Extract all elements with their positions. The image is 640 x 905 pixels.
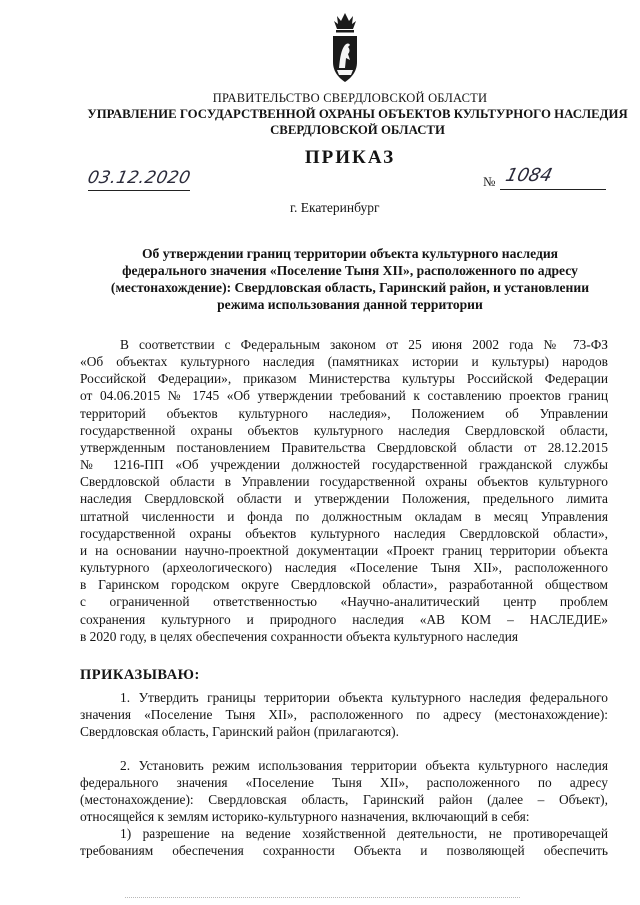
preamble-line: в Гаринском городском округе Свердловской области», разработанной обществом [80, 577, 608, 593]
scan-edge-line [125, 897, 520, 898]
heading-line: режима использования данной территории [217, 297, 483, 312]
order-heading [85, 245, 615, 313]
handwritten-number: 1084 [503, 165, 555, 186]
preamble-line: с ограниченной ответственностью «Научно-аналитический центр проблем [80, 594, 608, 610]
preamble-line: и на основании научно-проектной документации «Проект границ территории объекта [80, 542, 608, 558]
item-line: значения «Поселение Тыня XII», расположенного по адресу (местонахождение): [80, 707, 608, 723]
preamble-line: В соответствии с Федеральным законом от 25 июня 2002 года № 73-ФЗ [120, 337, 608, 352]
preamble-line: наследия Свердловской области и утверждении Положения, предельного лимита [80, 491, 608, 507]
preamble-line: Свердловской области в Управлении государственной охраны объектов культурного [80, 474, 608, 490]
item-line: относящейся к землям историко-культурного назначения, включающий в себя: [80, 809, 530, 825]
item-line: Свердловская область, Гаринский район (прилагаются). [80, 724, 399, 740]
item-line: федерального значения «Поселение Тыня XII», расположенного по адресу [80, 775, 608, 791]
heading-line: федерального значения «Поселение Тыня XII», расположенного по адресу [122, 263, 578, 278]
item-line: требованиям обеспечения сохранности Объекта и позволяющей обеспечить [80, 843, 608, 859]
department-name [75, 106, 640, 138]
department-name-line1: УПРАВЛЕНИЕ ГОСУДАРСТВЕННОЙ ОХРАНЫ ОБЪЕКТОВ КУЛЬТУРНОГО НАСЛЕДИЯ [87, 107, 628, 121]
government-name: ПРАВИТЕЛЬСТВО СВЕРДЛОВСКОЙ ОБЛАСТИ [212, 91, 488, 105]
number-sign: № [483, 174, 496, 189]
heading-line: Об утверждении границ территории объекта культурного наследия [141, 246, 559, 261]
handwritten-date: 03.12.2020 [85, 168, 193, 188]
preamble-line: от 04.06.2015 № 1745 «Об утверждении требований к составлению проектов границ [80, 388, 608, 404]
item-line: 1. Утвердить границы территории объекта культурного наследия федерального [120, 690, 608, 705]
preamble-line: территорий объектов культурного наследия», Положением об Управлении [80, 405, 608, 421]
preamble-line: в 2020 году, в целях обеспечения сохранности объекта культурного наследия [80, 628, 519, 644]
preamble-line: государственной охраны объектов культурного наследия Свердловской области», [80, 525, 608, 541]
preamble-paragraph [80, 336, 608, 645]
order-item-2 [80, 757, 608, 826]
preamble-line: «Об объектах культурного наследия (памятниках истории и культуры) народов [80, 354, 608, 370]
city-name: г. Екатеринбург [290, 200, 380, 215]
item-line: 2. Установить режим использования территории объекта культурного наследия [120, 758, 608, 773]
preamble-line: культурного (археологического) наследия «Поселение Тыня XII», расположенного [80, 560, 608, 576]
department-name-line2: СВЕРДЛОВСКОЙ ОБЛАСТИ [270, 123, 445, 137]
preamble-line: № 1216-ПП «Об учреждении должностей государственной гражданской службы [80, 457, 608, 473]
preamble-line: сохранения культурного и природного наследия «АВ КОМ – НАСЛЕДИЕ» [80, 611, 608, 627]
preamble-line: Российской Федерации», приказом Министерства культуры Российской Федерации [80, 371, 608, 387]
order-word: ПРИКАЗЫВАЮ: [80, 667, 200, 683]
preamble-line: утвержденным постановлением Правительства Свердловской области от 28.12.2015 [80, 439, 608, 455]
number-field [500, 165, 606, 190]
item-line: 1) разрешение на ведение хозяйственной деятельности, не противоречащей [120, 826, 608, 841]
document-type-title: ПРИКАЗ [304, 147, 396, 168]
coat-of-arms-emblem [331, 12, 359, 84]
preamble-line: государственной охраны объектов культурного наследия Свердловской области, [80, 422, 608, 438]
heading-line: (местонахождение): Свердловская область, Гаринский район, и установлении [110, 280, 590, 295]
item-line: (местонахождение): Свердловская область, Гаринский район (далее – Объект), [80, 792, 608, 808]
order-item-1 [80, 689, 608, 740]
order-item-2-subitem-1 [80, 825, 608, 859]
preamble-line: штатной численности и фонда по должностным окладам в месяц Управления [80, 508, 608, 524]
date-field [85, 168, 193, 191]
